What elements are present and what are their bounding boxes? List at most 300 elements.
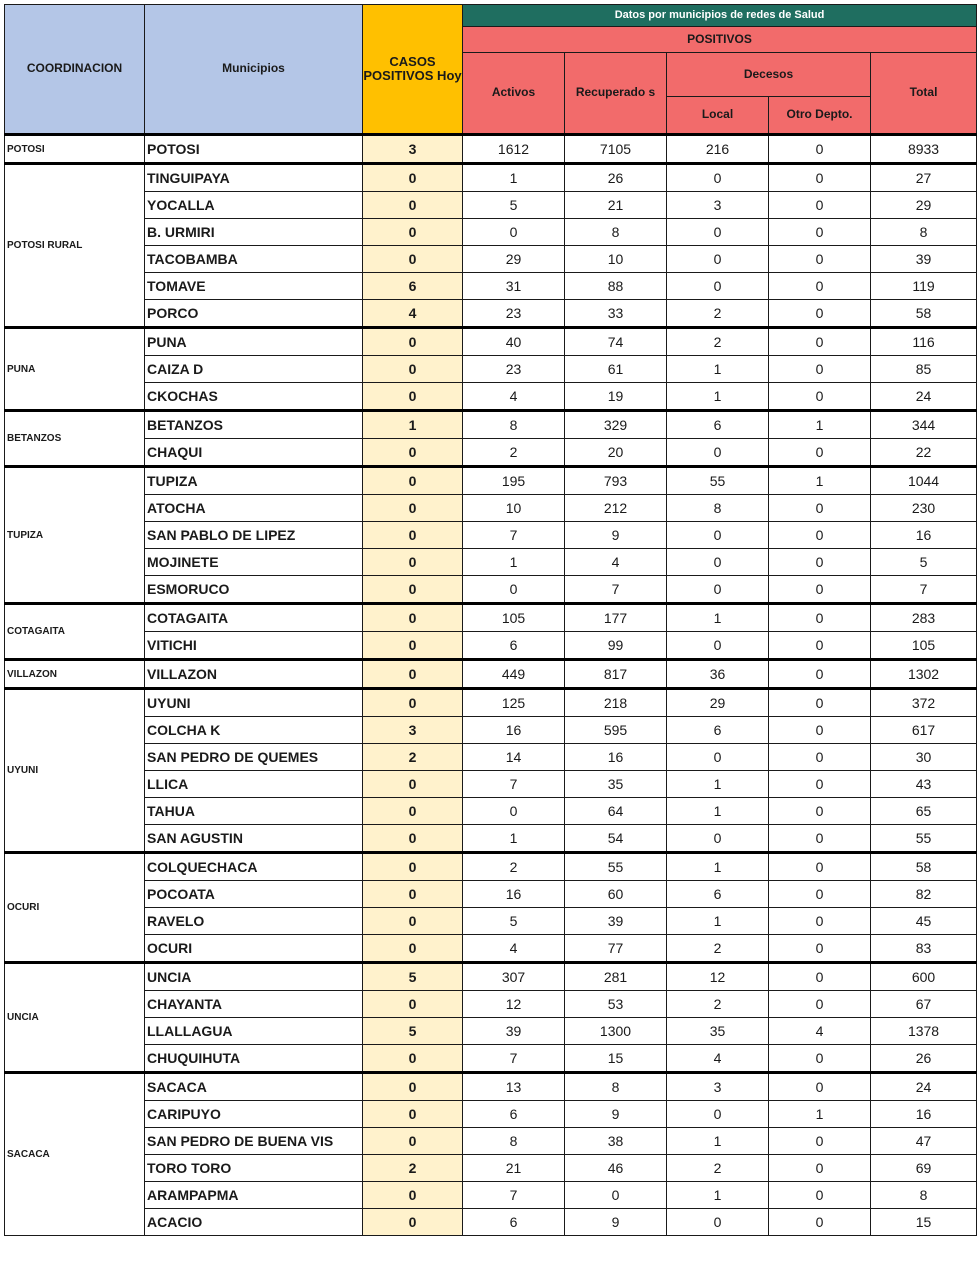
- header-coordinacion: COORDINACION: [5, 5, 145, 135]
- activos-cell: 7: [463, 522, 565, 549]
- decesos-local-cell: 0: [667, 164, 769, 192]
- table-row: [5, 383, 977, 411]
- casos-hoy-cell: 0: [363, 1073, 463, 1101]
- recuperados-cell: 39: [565, 908, 667, 935]
- decesos-local-cell: 0: [667, 219, 769, 246]
- table-row: [5, 717, 977, 744]
- casos-hoy-cell: 0: [363, 439, 463, 467]
- decesos-otro-cell: 0: [769, 164, 871, 192]
- total-cell: 22: [871, 439, 977, 467]
- recuperados-cell: 329: [565, 411, 667, 439]
- total-cell: 47: [871, 1128, 977, 1155]
- activos-cell: 1: [463, 825, 565, 853]
- recuperados-cell: 9: [565, 522, 667, 549]
- activos-cell: 0: [463, 576, 565, 604]
- municipio-cell: VILLAZON: [145, 660, 363, 689]
- total-cell: 230: [871, 495, 977, 522]
- decesos-local-cell: 1: [667, 908, 769, 935]
- municipio-cell: COTAGAITA: [145, 604, 363, 632]
- municipio-cell: LLALLAGUA: [145, 1018, 363, 1045]
- casos-hoy-cell: 0: [363, 660, 463, 689]
- total-cell: 283: [871, 604, 977, 632]
- recuperados-cell: 218: [565, 689, 667, 717]
- casos-hoy-cell: 3: [363, 135, 463, 164]
- municipio-cell: ESMORUCO: [145, 576, 363, 604]
- coordinacion-cell: VILLAZON: [5, 660, 145, 689]
- activos-cell: 0: [463, 219, 565, 246]
- decesos-otro-cell: 0: [769, 935, 871, 963]
- header-municipios: Municipios: [145, 5, 363, 135]
- total-cell: 8933: [871, 135, 977, 164]
- municipio-cell: TUPIZA: [145, 467, 363, 495]
- municipio-cell: CHAQUI: [145, 439, 363, 467]
- municipio-cell: CHUQUIHUTA: [145, 1045, 363, 1073]
- activos-cell: 6: [463, 1209, 565, 1236]
- coordinacion-cell: BETANZOS: [5, 411, 145, 467]
- recuperados-cell: 793: [565, 467, 667, 495]
- recuperados-cell: 10: [565, 246, 667, 273]
- casos-hoy-cell: 0: [363, 356, 463, 383]
- table-body: [5, 135, 977, 1236]
- total-cell: 16: [871, 522, 977, 549]
- casos-hoy-cell: 3: [363, 717, 463, 744]
- casos-hoy-cell: 2: [363, 1155, 463, 1182]
- casos-hoy-cell: 0: [363, 771, 463, 798]
- total-cell: 27: [871, 164, 977, 192]
- decesos-otro-cell: 0: [769, 522, 871, 549]
- municipio-cell: PUNA: [145, 328, 363, 356]
- table-row: [5, 246, 977, 273]
- total-cell: 1044: [871, 467, 977, 495]
- header-banner: Datos por municipios de redes de Salud: [463, 5, 977, 27]
- table-row: [5, 689, 977, 717]
- activos-cell: 449: [463, 660, 565, 689]
- decesos-otro-cell: 0: [769, 632, 871, 660]
- table-row: [5, 881, 977, 908]
- decesos-otro-cell: 0: [769, 1073, 871, 1101]
- activos-cell: 1: [463, 164, 565, 192]
- recuperados-cell: 53: [565, 991, 667, 1018]
- header-local: Local: [667, 97, 769, 135]
- municipio-cell: VITICHI: [145, 632, 363, 660]
- decesos-otro-cell: 0: [769, 881, 871, 908]
- municipio-cell: MOJINETE: [145, 549, 363, 576]
- municipio-cell: POCOATA: [145, 881, 363, 908]
- activos-cell: 4: [463, 935, 565, 963]
- decesos-local-cell: 1: [667, 356, 769, 383]
- decesos-otro-cell: 0: [769, 798, 871, 825]
- activos-cell: 1: [463, 549, 565, 576]
- decesos-otro-cell: 0: [769, 495, 871, 522]
- casos-hoy-cell: 0: [363, 549, 463, 576]
- table-row: [5, 825, 977, 853]
- activos-cell: 307: [463, 963, 565, 991]
- activos-cell: 195: [463, 467, 565, 495]
- decesos-otro-cell: 0: [769, 771, 871, 798]
- recuperados-cell: 4: [565, 549, 667, 576]
- table-row: [5, 853, 977, 881]
- table-row: [5, 744, 977, 771]
- municipio-cell: ARAMPAPMA: [145, 1182, 363, 1209]
- total-cell: 5: [871, 549, 977, 576]
- total-cell: 58: [871, 300, 977, 328]
- recuperados-cell: 88: [565, 273, 667, 300]
- coordinacion-cell: POTOSI RURAL: [5, 164, 145, 328]
- total-cell: 372: [871, 689, 977, 717]
- header-decesos: Decesos: [667, 53, 871, 97]
- activos-cell: 13: [463, 1073, 565, 1101]
- casos-hoy-cell: 0: [363, 935, 463, 963]
- recuperados-cell: 21: [565, 192, 667, 219]
- casos-hoy-cell: 1: [363, 411, 463, 439]
- municipio-cell: SAN AGUSTIN: [145, 825, 363, 853]
- table-row: [5, 1182, 977, 1209]
- decesos-otro-cell: 0: [769, 660, 871, 689]
- activos-cell: 40: [463, 328, 565, 356]
- decesos-local-cell: 6: [667, 411, 769, 439]
- table-row: [5, 991, 977, 1018]
- decesos-otro-cell: 0: [769, 991, 871, 1018]
- recuperados-cell: 1300: [565, 1018, 667, 1045]
- table-row: [5, 935, 977, 963]
- recuperados-cell: 55: [565, 853, 667, 881]
- coordinacion-cell: PUNA: [5, 328, 145, 411]
- casos-hoy-cell: 0: [363, 853, 463, 881]
- decesos-otro-cell: 4: [769, 1018, 871, 1045]
- casos-hoy-cell: 0: [363, 164, 463, 192]
- activos-cell: 8: [463, 411, 565, 439]
- municipio-cell: SACACA: [145, 1073, 363, 1101]
- decesos-local-cell: 6: [667, 717, 769, 744]
- recuperados-cell: 46: [565, 1155, 667, 1182]
- table-row: [5, 798, 977, 825]
- activos-cell: 23: [463, 356, 565, 383]
- recuperados-cell: 212: [565, 495, 667, 522]
- total-cell: 26: [871, 1045, 977, 1073]
- activos-cell: 2: [463, 853, 565, 881]
- municipio-cell: CARIPUYO: [145, 1101, 363, 1128]
- casos-hoy-cell: 0: [363, 1182, 463, 1209]
- table-row: [5, 164, 977, 192]
- municipio-cell: PORCO: [145, 300, 363, 328]
- recuperados-cell: 9: [565, 1209, 667, 1236]
- decesos-local-cell: 29: [667, 689, 769, 717]
- activos-cell: 6: [463, 1101, 565, 1128]
- coordinacion-cell: OCURI: [5, 853, 145, 963]
- total-cell: 116: [871, 328, 977, 356]
- activos-cell: 6: [463, 632, 565, 660]
- municipio-cell: TACOBAMBA: [145, 246, 363, 273]
- activos-cell: 2: [463, 439, 565, 467]
- municipio-cell: LLICA: [145, 771, 363, 798]
- municipio-cell: SAN PEDRO DE BUENA VIS: [145, 1128, 363, 1155]
- recuperados-cell: 281: [565, 963, 667, 991]
- activos-cell: 105: [463, 604, 565, 632]
- municipio-cell: TOMAVE: [145, 273, 363, 300]
- header-otro-depto: Otro Depto.: [769, 97, 871, 135]
- recuperados-cell: 38: [565, 1128, 667, 1155]
- table-row: [5, 300, 977, 328]
- recuperados-cell: 7105: [565, 135, 667, 164]
- municipio-cell: UYUNI: [145, 689, 363, 717]
- decesos-local-cell: 2: [667, 991, 769, 1018]
- activos-cell: 14: [463, 744, 565, 771]
- activos-cell: 21: [463, 1155, 565, 1182]
- table-row: [5, 356, 977, 383]
- total-cell: 617: [871, 717, 977, 744]
- total-cell: 83: [871, 935, 977, 963]
- total-cell: 55: [871, 825, 977, 853]
- total-cell: 82: [871, 881, 977, 908]
- table-row: [5, 576, 977, 604]
- casos-hoy-cell: 0: [363, 1045, 463, 1073]
- total-cell: 8: [871, 219, 977, 246]
- recuperados-cell: 60: [565, 881, 667, 908]
- recuperados-cell: 19: [565, 383, 667, 411]
- header-casos-hoy: CASOS POSITIVOS Hoy: [363, 5, 463, 135]
- table-row: [5, 1128, 977, 1155]
- municipio-cell: COLCHA K: [145, 717, 363, 744]
- casos-hoy-cell: 0: [363, 1101, 463, 1128]
- coordinacion-cell: UNCIA: [5, 963, 145, 1073]
- municipio-cell: B. URMIRI: [145, 219, 363, 246]
- decesos-local-cell: 2: [667, 1155, 769, 1182]
- coordinacion-cell: UYUNI: [5, 689, 145, 853]
- coordinacion-cell: POTOSI: [5, 135, 145, 164]
- municipio-cell: UNCIA: [145, 963, 363, 991]
- casos-hoy-cell: 4: [363, 300, 463, 328]
- decesos-local-cell: 0: [667, 273, 769, 300]
- decesos-otro-cell: 0: [769, 192, 871, 219]
- table-row: [5, 908, 977, 935]
- decesos-local-cell: 2: [667, 300, 769, 328]
- table-row: [5, 660, 977, 689]
- casos-hoy-cell: 0: [363, 908, 463, 935]
- decesos-local-cell: 55: [667, 467, 769, 495]
- municipio-cell: BETANZOS: [145, 411, 363, 439]
- activos-cell: 31: [463, 273, 565, 300]
- municipio-cell: POTOSI: [145, 135, 363, 164]
- table-row: [5, 604, 977, 632]
- casos-hoy-cell: 0: [363, 1209, 463, 1236]
- decesos-local-cell: 0: [667, 522, 769, 549]
- table-row: [5, 219, 977, 246]
- recuperados-cell: 33: [565, 300, 667, 328]
- header-positivos: POSITIVOS: [463, 27, 977, 53]
- recuperados-cell: 9: [565, 1101, 667, 1128]
- decesos-otro-cell: 0: [769, 689, 871, 717]
- casos-hoy-cell: 0: [363, 689, 463, 717]
- total-cell: 67: [871, 991, 977, 1018]
- recuperados-cell: 595: [565, 717, 667, 744]
- decesos-otro-cell: 1: [769, 467, 871, 495]
- total-cell: 29: [871, 192, 977, 219]
- municipio-cell: RAVELO: [145, 908, 363, 935]
- recuperados-cell: 61: [565, 356, 667, 383]
- decesos-otro-cell: 0: [769, 300, 871, 328]
- decesos-otro-cell: 0: [769, 1155, 871, 1182]
- decesos-local-cell: 1: [667, 798, 769, 825]
- decesos-local-cell: 1: [667, 1128, 769, 1155]
- total-cell: 344: [871, 411, 977, 439]
- decesos-otro-cell: 0: [769, 549, 871, 576]
- casos-hoy-cell: 0: [363, 798, 463, 825]
- casos-hoy-cell: 0: [363, 632, 463, 660]
- casos-hoy-cell: 0: [363, 991, 463, 1018]
- activos-cell: 7: [463, 1182, 565, 1209]
- casos-hoy-cell: 0: [363, 522, 463, 549]
- header-total: Total: [871, 53, 977, 135]
- decesos-local-cell: 1: [667, 771, 769, 798]
- table-row: [5, 1101, 977, 1128]
- decesos-local-cell: 0: [667, 825, 769, 853]
- decesos-local-cell: 3: [667, 1073, 769, 1101]
- casos-hoy-cell: 0: [363, 881, 463, 908]
- decesos-local-cell: 1: [667, 853, 769, 881]
- activos-cell: 7: [463, 771, 565, 798]
- decesos-otro-cell: 1: [769, 411, 871, 439]
- table-row: [5, 273, 977, 300]
- casos-hoy-cell: 5: [363, 1018, 463, 1045]
- municipio-cell: SAN PABLO DE LIPEZ: [145, 522, 363, 549]
- decesos-local-cell: 12: [667, 963, 769, 991]
- municipio-cell: ATOCHA: [145, 495, 363, 522]
- coordinacion-cell: TUPIZA: [5, 467, 145, 604]
- recuperados-cell: 16: [565, 744, 667, 771]
- decesos-otro-cell: 0: [769, 356, 871, 383]
- decesos-otro-cell: 0: [769, 219, 871, 246]
- casos-hoy-cell: 0: [363, 246, 463, 273]
- total-cell: 45: [871, 908, 977, 935]
- decesos-local-cell: 2: [667, 328, 769, 356]
- decesos-otro-cell: 0: [769, 908, 871, 935]
- casos-hoy-cell: 0: [363, 328, 463, 356]
- table-row: [5, 549, 977, 576]
- decesos-local-cell: 4: [667, 1045, 769, 1073]
- casos-hoy-cell: 0: [363, 576, 463, 604]
- decesos-otro-cell: 0: [769, 825, 871, 853]
- header-activos: Activos: [463, 53, 565, 135]
- recuperados-cell: 8: [565, 219, 667, 246]
- table-header: [5, 5, 977, 135]
- decesos-otro-cell: 0: [769, 717, 871, 744]
- table-row: [5, 1018, 977, 1045]
- casos-hoy-cell: 0: [363, 467, 463, 495]
- decesos-otro-cell: 0: [769, 963, 871, 991]
- decesos-local-cell: 0: [667, 576, 769, 604]
- total-cell: 16: [871, 1101, 977, 1128]
- table-row: [5, 328, 977, 356]
- recuperados-cell: 8: [565, 1073, 667, 1101]
- activos-cell: 7: [463, 1045, 565, 1073]
- recuperados-cell: 77: [565, 935, 667, 963]
- decesos-otro-cell: 0: [769, 604, 871, 632]
- municipio-cell: COLQUECHACA: [145, 853, 363, 881]
- total-cell: 1378: [871, 1018, 977, 1045]
- municipio-cell: CAIZA D: [145, 356, 363, 383]
- decesos-otro-cell: 0: [769, 439, 871, 467]
- total-cell: 65: [871, 798, 977, 825]
- covid-municipal-table: [4, 4, 977, 1236]
- decesos-local-cell: 0: [667, 1209, 769, 1236]
- total-cell: 58: [871, 853, 977, 881]
- casos-hoy-cell: 6: [363, 273, 463, 300]
- total-cell: 1302: [871, 660, 977, 689]
- decesos-local-cell: 0: [667, 744, 769, 771]
- municipio-cell: CKOCHAS: [145, 383, 363, 411]
- decesos-otro-cell: 1: [769, 1101, 871, 1128]
- decesos-otro-cell: 0: [769, 135, 871, 164]
- casos-hoy-cell: 0: [363, 604, 463, 632]
- total-cell: 69: [871, 1155, 977, 1182]
- table-row: [5, 467, 977, 495]
- activos-cell: 12: [463, 991, 565, 1018]
- total-cell: 7: [871, 576, 977, 604]
- coordinacion-cell: SACACA: [5, 1073, 145, 1236]
- table-row: [5, 771, 977, 798]
- decesos-otro-cell: 0: [769, 383, 871, 411]
- total-cell: 39: [871, 246, 977, 273]
- table-row: [5, 411, 977, 439]
- header-recuperados: Recuperado s: [565, 53, 667, 135]
- decesos-local-cell: 0: [667, 632, 769, 660]
- recuperados-cell: 35: [565, 771, 667, 798]
- table-row: [5, 522, 977, 549]
- decesos-otro-cell: 0: [769, 1045, 871, 1073]
- total-cell: 43: [871, 771, 977, 798]
- activos-cell: 4: [463, 383, 565, 411]
- casos-hoy-cell: 2: [363, 744, 463, 771]
- municipio-cell: TINGUIPAYA: [145, 164, 363, 192]
- decesos-otro-cell: 0: [769, 744, 871, 771]
- decesos-local-cell: 35: [667, 1018, 769, 1045]
- recuperados-cell: 15: [565, 1045, 667, 1073]
- total-cell: 15: [871, 1209, 977, 1236]
- decesos-local-cell: 36: [667, 660, 769, 689]
- total-cell: 105: [871, 632, 977, 660]
- recuperados-cell: 20: [565, 439, 667, 467]
- decesos-local-cell: 1: [667, 1182, 769, 1209]
- decesos-local-cell: 0: [667, 549, 769, 576]
- total-cell: 600: [871, 963, 977, 991]
- municipio-cell: OCURI: [145, 935, 363, 963]
- coordinacion-cell: COTAGAITA: [5, 604, 145, 660]
- decesos-local-cell: 1: [667, 383, 769, 411]
- total-cell: 8: [871, 1182, 977, 1209]
- decesos-otro-cell: 0: [769, 853, 871, 881]
- recuperados-cell: 26: [565, 164, 667, 192]
- recuperados-cell: 64: [565, 798, 667, 825]
- total-cell: 30: [871, 744, 977, 771]
- table-row: [5, 192, 977, 219]
- municipio-cell: TORO TORO: [145, 1155, 363, 1182]
- decesos-local-cell: 1: [667, 604, 769, 632]
- decesos-otro-cell: 0: [769, 576, 871, 604]
- decesos-otro-cell: 0: [769, 328, 871, 356]
- decesos-local-cell: 2: [667, 935, 769, 963]
- activos-cell: 0: [463, 798, 565, 825]
- total-cell: 24: [871, 383, 977, 411]
- table-row: [5, 495, 977, 522]
- municipio-cell: CHAYANTA: [145, 991, 363, 1018]
- table-row: [5, 1155, 977, 1182]
- total-cell: 85: [871, 356, 977, 383]
- decesos-local-cell: 3: [667, 192, 769, 219]
- casos-hoy-cell: 0: [363, 192, 463, 219]
- activos-cell: 125: [463, 689, 565, 717]
- municipio-cell: ACACIO: [145, 1209, 363, 1236]
- activos-cell: 29: [463, 246, 565, 273]
